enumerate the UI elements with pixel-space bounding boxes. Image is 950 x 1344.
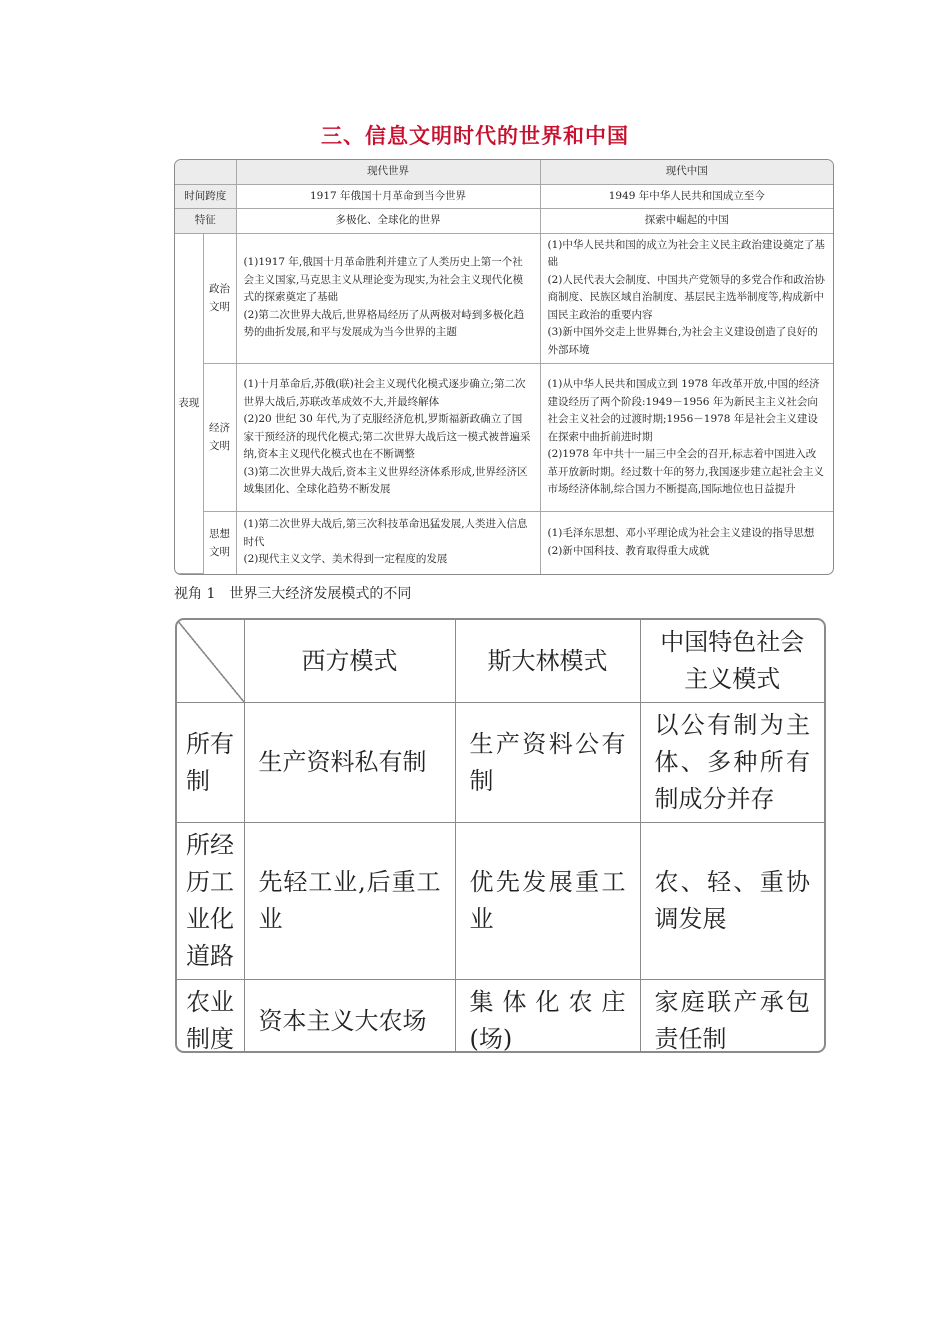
row-label-time-span: 时间跨度 [175, 184, 236, 209]
ownership-western: 生产资料私有制 [244, 703, 455, 823]
group-label-manifestation: 表现 [175, 233, 203, 573]
row-label-thought: 思想文明 [203, 511, 236, 573]
agriculture-western: 资本主义大农场 [244, 980, 455, 1054]
time-span-china: 1949 年中华人民共和国成立至今 [540, 184, 833, 209]
thought-world: (1)第二次世界大战后,第三次科技革命迅猛发展,人类进入信息时代 (2)现代主义文学、美术得到一定程度的发展 [236, 511, 540, 573]
industrialization-stalin: 优先发展重工业 [455, 823, 640, 980]
row-label-agriculture: 农业制度 [177, 980, 244, 1054]
row-label-politics: 政治文明 [203, 233, 236, 363]
politics-world: (1)1917 年,俄国十月革命胜利并建立了人类历史上第一个社会主义国家,马克思主义从理论变为现实,为社会主义现代化模式的探索奠定了基础 (2)第二次世界大战后,世界格局经历了从两极对峙到多极化趋势的曲折发展,和平与发展成为当今世界的主题 [236, 233, 540, 363]
politics-china: (1)中华人民共和国的成立为社会主义民主政治建设奠定了基础 (2)人民代表大会制度、中国共产党领导的多党合作和政治协商制度、民族区域自治制度、基层民主选举制度等,构成新中国民主政治的重要内容 (3)新中国外交走上世界舞台,为社会主义建设创造了良好的外部环境 [540, 233, 833, 363]
thought-china: (1)毛泽东思想、邓小平理论成为社会主义建设的指导思想 (2)新中国科技、教育取得重大成就 [540, 511, 833, 573]
time-span-world: 1917 年俄国十月革命到当今世界 [236, 184, 540, 209]
row-label-economy: 经济文明 [203, 363, 236, 511]
agriculture-stalin: 集体化农庄(场) [455, 980, 640, 1054]
header-stalin-model: 斯大林模式 [455, 620, 640, 703]
header-modern-world: 现代世界 [236, 160, 540, 184]
ownership-stalin: 生产资料公有制 [455, 703, 640, 823]
row-label-feature: 特征 [175, 209, 236, 234]
header-western-model: 西方模式 [244, 620, 455, 703]
page-title: 三、信息文明时代的世界和中国 [321, 124, 629, 148]
industrialization-western: 先轻工业,后重工业 [244, 823, 455, 980]
economy-china: (1)从中华人民共和国成立到 1978 年改革开放,中国的经济建设经历了两个阶段:1949－1956 年为新民主主义社会向社会主义社会的过渡时期;1956－1978 年是社会主义建设在探索中曲折前进时期 (2)1978 年中共十一届三中全会的召开,标志着中国进入改革开放新时期。经过数十年的努力,我国逐步建立起社会主义市场经济体制,综合国力不断提高,国际地位也日益提升 [540, 363, 833, 511]
civilization-table [174, 159, 834, 575]
header-corner-diagonal [177, 620, 244, 703]
feature-world: 多极化、全球化的世界 [236, 209, 540, 234]
industrialization-chinese: 农、轻、重协调发展 [640, 823, 824, 980]
row-label-industrialization: 所经历工业化道路 [177, 823, 244, 980]
header-corner-diagonal [175, 160, 236, 184]
row-label-ownership: 所有制 [177, 703, 244, 823]
ownership-chinese: 以公有制为主体、多种所有制成分并存 [640, 703, 824, 823]
header-modern-china: 现代中国 [540, 160, 833, 184]
feature-china: 探索中崛起的中国 [540, 209, 833, 234]
agriculture-chinese: 家庭联产承包责任制 [640, 980, 824, 1054]
section-subheading: 视角 1 世界三大经济发展模式的不同 [174, 586, 412, 602]
header-chinese-socialist-model: 中国特色社会主义模式 [640, 620, 824, 703]
economy-world: (1)十月革命后,苏俄(联)社会主义现代化模式逐步确立;第二次世界大战后,苏联改革成效不大,并最终解体 (2)20 世纪 30 年代,为了克服经济危机,罗斯福新政确立了国家干预经济的现代化模式;第二次世界大战后这一模式被普遍采纳,资本主义现代化模式也在不断调整 (3)第二次世界大战后,资本主义世界经济体系形成,世界经济区域集团化、全球化趋势不断发展 [236, 363, 540, 511]
economic-models-table [175, 618, 826, 1053]
